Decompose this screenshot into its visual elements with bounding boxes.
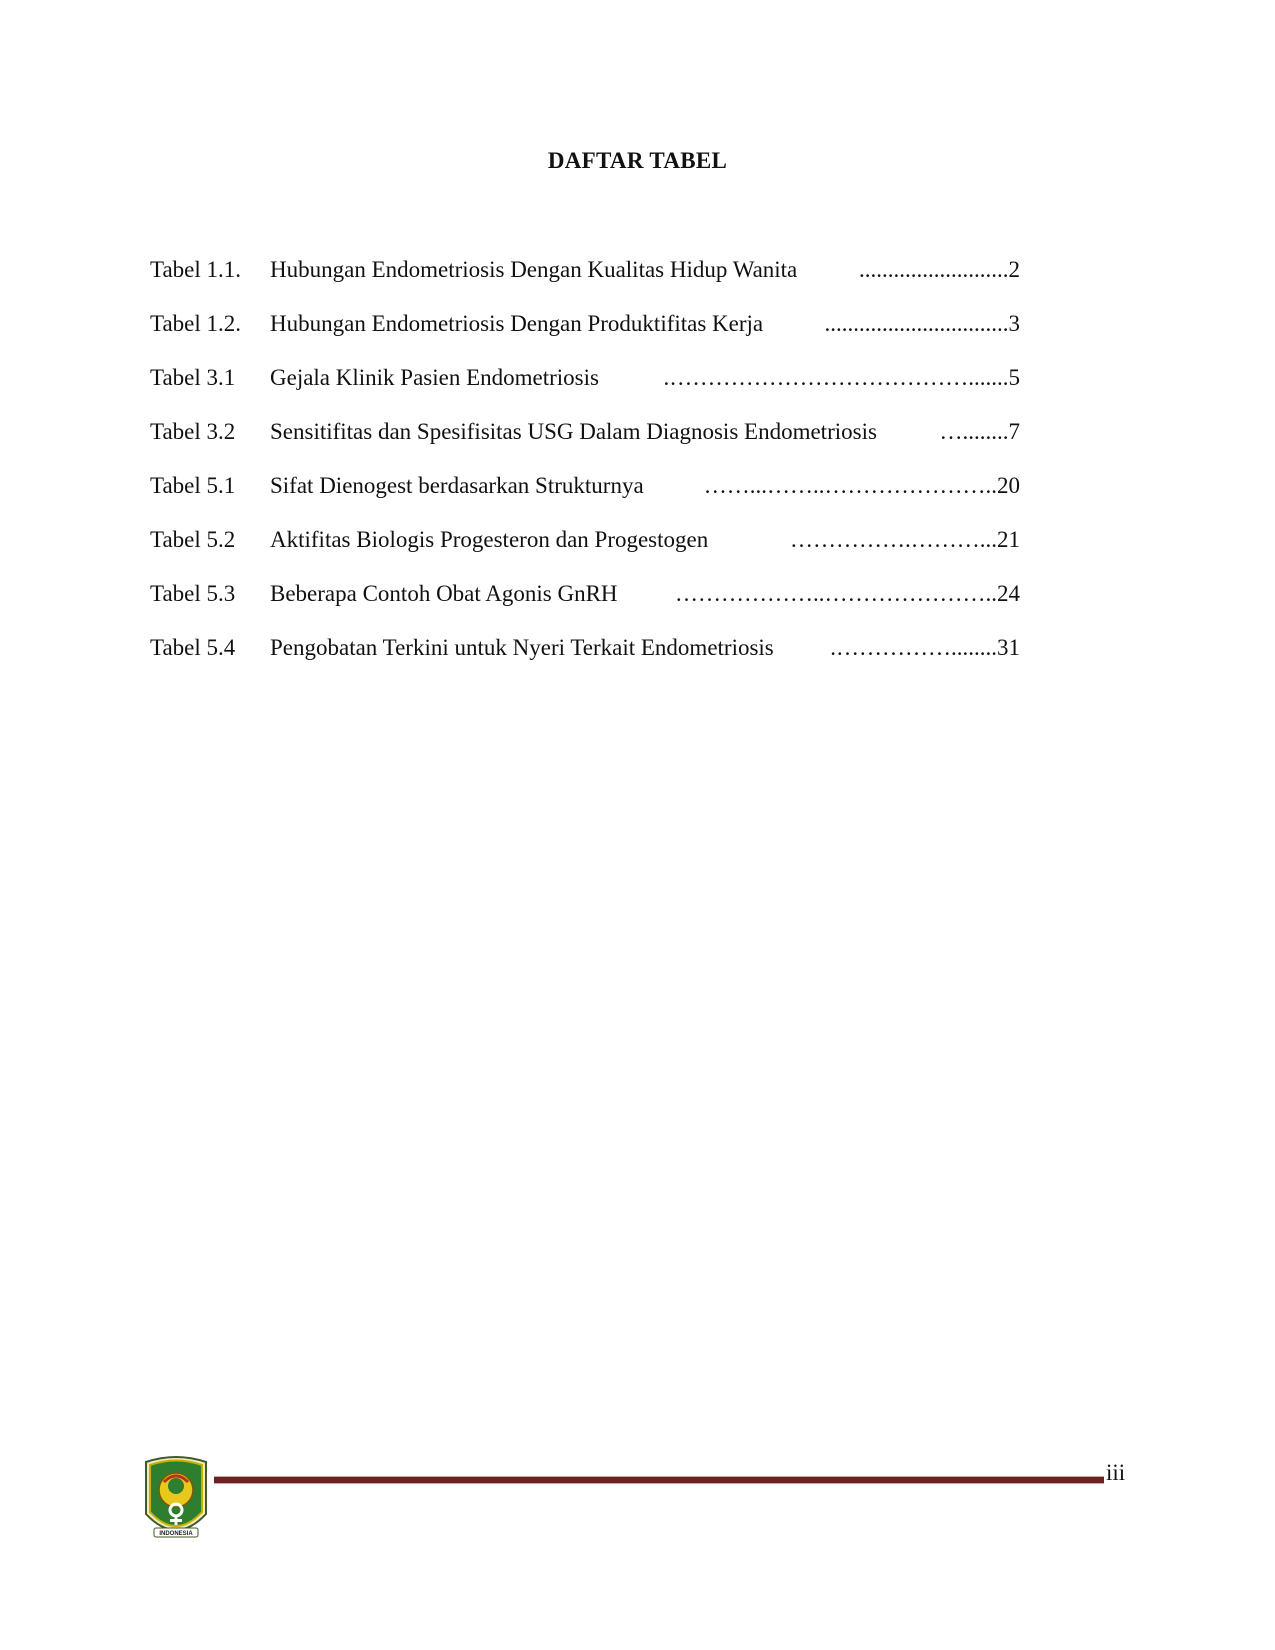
table-title: Sifat Dienogest berdasarkan Strukturnya: [270, 473, 644, 498]
table-number: Tabel 3.2: [150, 419, 236, 444]
list-item[interactable]: [150, 309, 1020, 363]
page-number: 5: [1008, 365, 1020, 390]
table-list: [150, 255, 1020, 687]
page-number: 3: [1008, 311, 1020, 336]
table-title: Pengobatan Terkini untuk Nyeri Terkait Endometriosis: [270, 635, 774, 660]
table-number: Tabel 1.1.: [150, 257, 242, 282]
page-number: 24: [997, 581, 1020, 606]
table-title: Sensitifitas dan Spesifisitas USG Dalam Diagnosis Endometriosis: [270, 419, 877, 444]
list-item[interactable]: [150, 579, 1020, 633]
page-number: 2: [1008, 257, 1020, 282]
list-item[interactable]: [150, 255, 1020, 309]
footer-divider: [214, 1476, 1104, 1484]
page-number: 31: [997, 635, 1020, 660]
footer-page-number: iii: [1106, 1460, 1126, 1485]
list-item[interactable]: [150, 525, 1020, 579]
organization-logo-icon: [140, 1452, 212, 1546]
dot-leader: ..........................: [859, 257, 1009, 282]
table-number: Tabel 5.1: [150, 473, 236, 498]
table-number: Tabel 3.1: [150, 365, 236, 390]
table-number: Tabel 5.2: [150, 527, 236, 552]
dot-leader: …………….………...: [790, 527, 997, 552]
list-item[interactable]: [150, 471, 1020, 525]
dot-leader: .……………........: [830, 635, 997, 660]
table-title: Hubungan Endometriosis Dengan Kualitas Hidup Wanita: [270, 257, 798, 282]
table-number: Tabel 5.4: [150, 635, 236, 660]
table-number: Tabel 1.2.: [150, 311, 242, 336]
table-title: Gejala Klinik Pasien Endometriosis: [270, 365, 599, 390]
list-item[interactable]: [150, 417, 1020, 471]
dot-leader: ………………..…………………..: [675, 581, 997, 606]
table-number: Tabel 5.3: [150, 581, 236, 606]
logo-text: INDONESIA: [159, 1531, 193, 1537]
table-title: Hubungan Endometriosis Dengan Produktifitas Kerja: [270, 311, 764, 336]
table-title: Beberapa Contoh Obat Agonis GnRH: [270, 581, 618, 606]
page-title: DAFTAR TABEL: [547, 148, 728, 173]
page-number: 21: [997, 527, 1020, 552]
dot-leader: ................................: [824, 311, 1009, 336]
page-number: 7: [1008, 419, 1020, 444]
dot-leader: …........: [939, 419, 1009, 444]
dot-leader: ……...……..…………………..: [703, 473, 997, 498]
list-item[interactable]: [150, 363, 1020, 417]
table-title: Aktifitas Biologis Progesteron dan Progestogen: [270, 527, 709, 552]
page-number: 20: [997, 473, 1020, 498]
list-item[interactable]: [150, 633, 1020, 687]
dot-leader: .………………………………….......: [663, 365, 1009, 390]
